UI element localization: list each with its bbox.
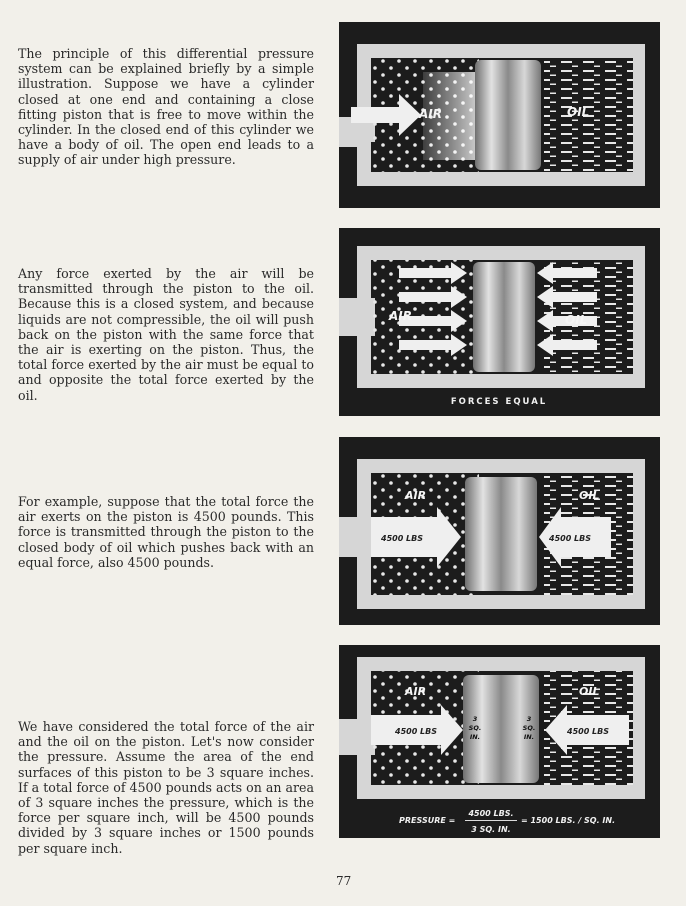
paragraph-1: The principle of this differential pressure system can be explained briefly by a simple illustration. Suppose we have a cylinder closed at one end and containing a close fitting piston that is free to move within the cylinder. In the closed end of this cylinder we have a body of oil. The open end leads to a supply of air under high pressure. xyxy=(18,46,314,168)
oil-force-label: 4500 LBS xyxy=(567,727,610,736)
piston xyxy=(473,262,535,372)
paragraph-3: For example, suppose that the total force the air exerts on the piston is 4500 pounds. This force is transmitted through the piston to the closed body of oil which pushes back with an equal force, also 4500 pounds. xyxy=(18,494,314,570)
air-label: AIR xyxy=(389,309,412,323)
air-label: AIR xyxy=(419,107,442,121)
air-force-label: 4500 LBS xyxy=(395,727,438,736)
oil-label: OIL xyxy=(567,105,590,119)
figure-4-cylinder-diagram xyxy=(339,645,660,838)
piston xyxy=(465,477,537,591)
svg-text:PRESSURE =: PRESSURE = xyxy=(399,816,456,825)
figure-4-panel xyxy=(339,645,660,838)
svg-text:IN.: IN. xyxy=(523,733,535,741)
pressure-formula xyxy=(399,809,615,834)
figure-3-panel xyxy=(339,437,660,625)
svg-text:IN.: IN. xyxy=(469,733,481,741)
figure-1-panel xyxy=(339,22,660,208)
svg-text:= 1500 LBS. / SQ. IN.: = 1500 LBS. / SQ. IN. xyxy=(521,816,616,825)
oil-label: OIL xyxy=(565,313,588,327)
svg-text:3: 3 xyxy=(472,715,478,723)
piston xyxy=(475,60,541,170)
oil-force-label: 4500 LBS xyxy=(549,534,592,543)
air-force-label: 4500 LBS xyxy=(381,534,424,543)
paragraph-4: We have considered the total force of the air and the oil on the piston. Let's now consider the pressure. Assume the area of the end surfaces of this piston to be 3 square inches. If a total force of 4500 pounds acts on an area of 3 square inches the pressure, which is the force per square inch, will be 4500 pounds divided by 3 square inches or 1500 pounds per square inch. xyxy=(18,719,314,856)
figure-2-cylinder-diagram xyxy=(339,228,660,416)
oil-label: OIL xyxy=(579,489,600,502)
forces-equal-caption: FORCES EQUAL xyxy=(450,397,548,407)
figure-3-cylinder-diagram xyxy=(339,437,660,625)
svg-text:4500 LBS.: 4500 LBS. xyxy=(468,809,514,818)
figure-2-panel xyxy=(339,228,660,416)
svg-text:SQ.: SQ. xyxy=(468,724,482,732)
page-number: 77 xyxy=(336,874,352,888)
figure-1-cylinder-diagram xyxy=(339,22,660,208)
air-label: AIR xyxy=(405,685,427,698)
svg-text:3 SQ. IN.: 3 SQ. IN. xyxy=(471,825,511,834)
svg-text:SQ.: SQ. xyxy=(522,724,536,732)
air-label: AIR xyxy=(405,489,427,502)
oil-label: OIL xyxy=(579,685,600,698)
svg-text:3: 3 xyxy=(526,715,532,723)
paragraph-2: Any force exerted by the air will be transmitted through the piston to the oil. Because this is a closed system, and because liquids are not compressible, the oil will push back on the piston with the same force that the air is exerting on the piston. Thus, the total force exerted by the air must be equal to and opposite the total force exerted by the oil. xyxy=(18,266,314,403)
